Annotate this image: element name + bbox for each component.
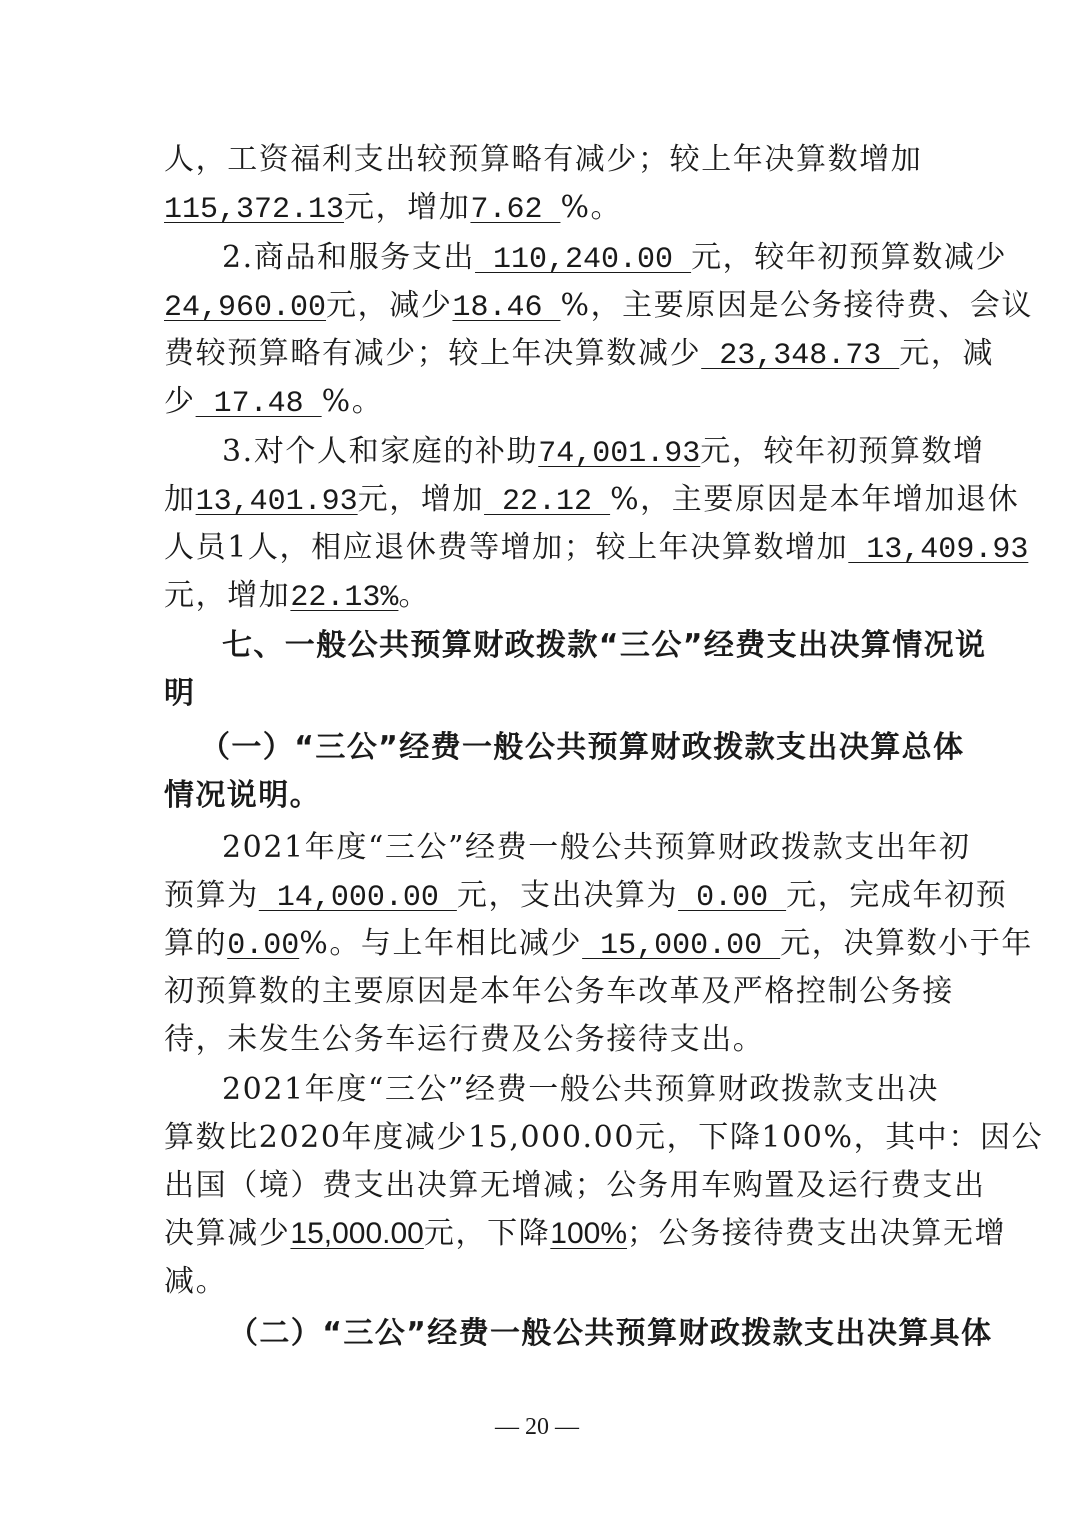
text-line	[222, 238, 1008, 278]
percent-value: 0.00	[227, 929, 300, 963]
text-span: 人，工资福利支出较预算略有减少；较上年决算数增加	[164, 142, 923, 177]
text-span: %。	[321, 384, 384, 419]
text-span: 元，支出决算为	[456, 878, 679, 913]
text-span: 加	[164, 482, 196, 517]
amount-value: 14,000.00	[258, 881, 457, 915]
amount-value: 13,409.93	[848, 533, 1029, 567]
text-span: 少	[164, 384, 196, 419]
heading-text: 明	[164, 676, 196, 711]
text-line	[164, 1214, 1007, 1254]
section-heading	[164, 674, 914, 714]
text-span: 算数比2020年度减少15,000.00元，下降100%，其中：因公	[164, 1120, 1044, 1155]
amount-value: 23,348.73	[701, 339, 900, 373]
text-line	[222, 432, 985, 472]
text-line	[164, 286, 1033, 326]
text-span: 决算减少	[164, 1216, 291, 1251]
text-span: 。	[398, 578, 431, 613]
percent-value: 22.13%	[290, 581, 399, 615]
text-span: 元，减少	[326, 288, 453, 323]
text-span: 元，增加	[344, 190, 471, 225]
text-line	[222, 1070, 940, 1110]
text-line	[164, 1020, 914, 1060]
amount-value: 110,240.00	[475, 243, 692, 277]
text-span: 出国（境）费支出决算无增减；公务用车购置及运行费支出	[164, 1168, 986, 1203]
amount-value: 13,401.93	[195, 485, 358, 519]
percent-value: 18.46	[452, 291, 561, 325]
text-line	[164, 140, 923, 180]
text-span: 预算为	[164, 878, 259, 913]
section-heading	[222, 626, 987, 666]
text-span: %。与上年相比减少	[299, 926, 583, 961]
text-span: 元，较年初预算数减少	[691, 240, 1008, 275]
text-span: 2021年度“三公”经费一般公共预算财政拨款支出年初	[222, 830, 971, 865]
text-span: ；公务接待费支出决算无增	[627, 1216, 1007, 1251]
heading-text: 七、一般公共预算财政拨款“三公”经费支出决算情况说	[222, 628, 987, 663]
text-line	[164, 1262, 914, 1302]
text-span: 3.对个人和家庭的补助	[222, 434, 539, 469]
amount-value: 24,960.00	[164, 291, 327, 325]
text-span: 初预算数的主要原因是本年公务车改革及严格控制公务接	[164, 974, 954, 1009]
text-line	[164, 188, 914, 228]
text-line	[164, 972, 954, 1012]
text-span: 减。	[164, 1264, 228, 1299]
text-span: 费较预算略有减少；较上年决算数减少	[164, 336, 702, 371]
text-line	[164, 528, 1029, 568]
percent-value: 7.62	[470, 193, 561, 227]
text-span: %。	[560, 190, 623, 225]
text-span: 元，增加	[164, 578, 291, 613]
text-line	[164, 1118, 1044, 1158]
text-span: 元，增加	[357, 482, 485, 517]
text-line	[164, 382, 914, 422]
text-span: 元，下降	[423, 1216, 551, 1251]
text-span: 2.商品和服务支出	[222, 240, 476, 275]
text-span: 元，完成年初预	[786, 878, 1008, 913]
amount-value: 15,000.00	[582, 929, 781, 963]
text-span: 待，未发生公务车运行费及公务接待支出。	[164, 1022, 765, 1057]
text-line	[164, 334, 995, 374]
text-line	[222, 828, 971, 868]
heading-text: （二）“三公”经费一般公共预算财政拨款支出决算具体	[228, 1316, 993, 1351]
percent-value: 100%	[550, 1217, 628, 1250]
page-number: — 20 —	[495, 1414, 579, 1440]
subsection-heading	[164, 776, 914, 816]
percent-value: 17.48	[195, 387, 322, 421]
text-span: 元，决算数小于年	[780, 926, 1033, 961]
text-span: 元，较年初预算数增	[700, 434, 985, 469]
amount-value: 0.00	[678, 881, 787, 915]
amount-value: 115,372.13	[164, 193, 345, 227]
heading-text: 情况说明。	[164, 778, 321, 813]
amount-value: 15,000.00	[290, 1217, 424, 1250]
amount-value: 74,001.93	[538, 437, 701, 471]
text-span: 2021年度“三公”经费一般公共预算财政拨款支出决	[222, 1072, 940, 1107]
subsection-heading	[200, 728, 965, 768]
percent-value: 22.12	[484, 485, 611, 519]
text-line	[164, 480, 1020, 520]
text-span: 算的	[164, 926, 228, 961]
subsection-heading	[228, 1314, 993, 1354]
heading-text: （一）“三公”经费一般公共预算财政拨款支出决算总体	[200, 730, 965, 765]
text-span: %，主要原因是本年增加退休	[610, 482, 1020, 517]
text-line	[164, 576, 914, 616]
text-line	[164, 924, 1033, 964]
text-line	[164, 1166, 986, 1206]
text-span: %，主要原因是公务接待费、会议	[560, 288, 1033, 323]
text-span: 人员1人，相应退休费等增加；较上年决算数增加	[164, 530, 849, 565]
text-line	[164, 876, 1008, 916]
text-span: 元，减	[899, 336, 995, 371]
